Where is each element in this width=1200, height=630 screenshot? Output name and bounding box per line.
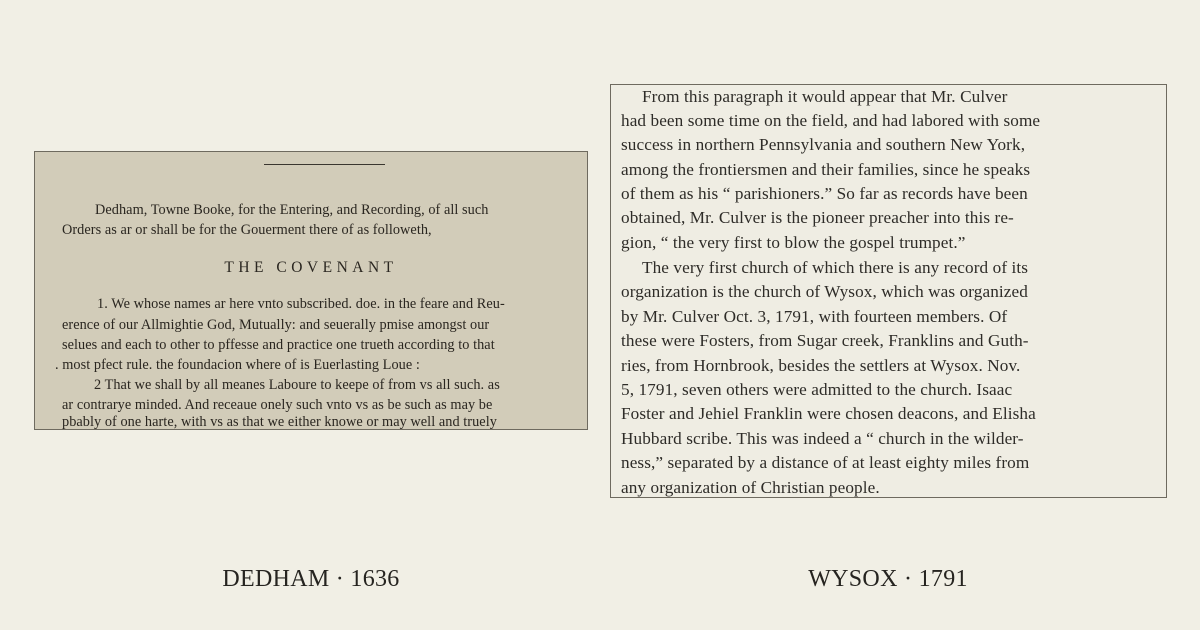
wysox-text-line: ries, from Hornbrook, besides the settlers at Wysox. Nov. xyxy=(621,356,1021,375)
dedham-header-line: Dedham, Towne Booke, for the Entering, and Recording, of all such xyxy=(95,202,489,218)
wysox-text-line: among the frontiersmen and their families, since he speaks xyxy=(621,160,1031,179)
wysox-caption: WYSOX · 1791 xyxy=(808,566,968,592)
wysox-text-line: any organization of Christian people. xyxy=(621,478,880,497)
wysox-text-line: 5, 1791, seven others were admitted to the church. Isaac xyxy=(621,380,1013,399)
wysox-scan xyxy=(610,84,1167,498)
wysox-text-line: organization is the church of Wysox, which was organized xyxy=(621,282,1028,301)
dedham-text-line: erence of our Allmightie God, Mutually: and seuerally pmise amongst our xyxy=(62,317,490,333)
wysox-text-line: these were Fosters, from Sugar creek, Franklins and Guth- xyxy=(621,331,1029,350)
covenant-title: THE COVENANT xyxy=(224,259,398,276)
dedham-text-line: 1. We whose names ar here vnto subscribed. doe. in the feare and Reu- xyxy=(97,296,505,312)
wysox-text-line: The very first church of which there is any record of its xyxy=(642,258,1029,277)
wysox-text-line: Foster and Jehiel Franklin were chosen deacons, and Elisha xyxy=(621,404,1036,423)
dedham-text-line: 2 That we shall by all meanes Laboure to keepe of from vs all such. as xyxy=(94,377,500,393)
wysox-text-line: of them as his “ parishioners.” So far as records have been xyxy=(621,184,1028,203)
dedham-caption: DEDHAM · 1636 xyxy=(222,566,400,592)
wysox-text-line: had been some time on the field, and had labored with some xyxy=(621,111,1041,130)
top-rule xyxy=(264,164,385,165)
wysox-text-line: gion, “ the very first to blow the gospel trumpet.” xyxy=(621,233,966,252)
dedham-text-line: pbably of one harte, with vs as that we either knowe or may well and truely xyxy=(62,414,497,430)
wysox-text-line: by Mr. Culver Oct. 3, 1791, with fourteen members. Of xyxy=(621,307,1008,326)
wysox-text-line: obtained, Mr. Culver is the pioneer preacher into this re- xyxy=(621,208,1014,227)
wysox-text-line: ness,” separated by a distance of at least eighty miles from xyxy=(621,453,1030,472)
dedham-text-line: selues and each to other to pffesse and practice one trueth according to that xyxy=(62,337,495,353)
dedham-scan xyxy=(34,151,588,430)
wysox-text-line: Hubbard scribe. This was indeed a “ church in the wilder- xyxy=(621,429,1024,448)
wysox-text-line: From this paragraph it would appear that Mr. Culver xyxy=(642,87,1008,106)
wysox-text-line: success in northern Pennsylvania and southern New York, xyxy=(621,135,1026,154)
dedham-text-line: . most pfect rule. the foundacion where of is Euerlasting Loue : xyxy=(55,357,420,373)
dedham-header-line: Orders as ar or shall be for the Gouerment there of as followeth, xyxy=(62,222,432,238)
dedham-text-line: ar contrarye minded. And receaue onely such vnto vs as be such as may be xyxy=(62,397,493,413)
